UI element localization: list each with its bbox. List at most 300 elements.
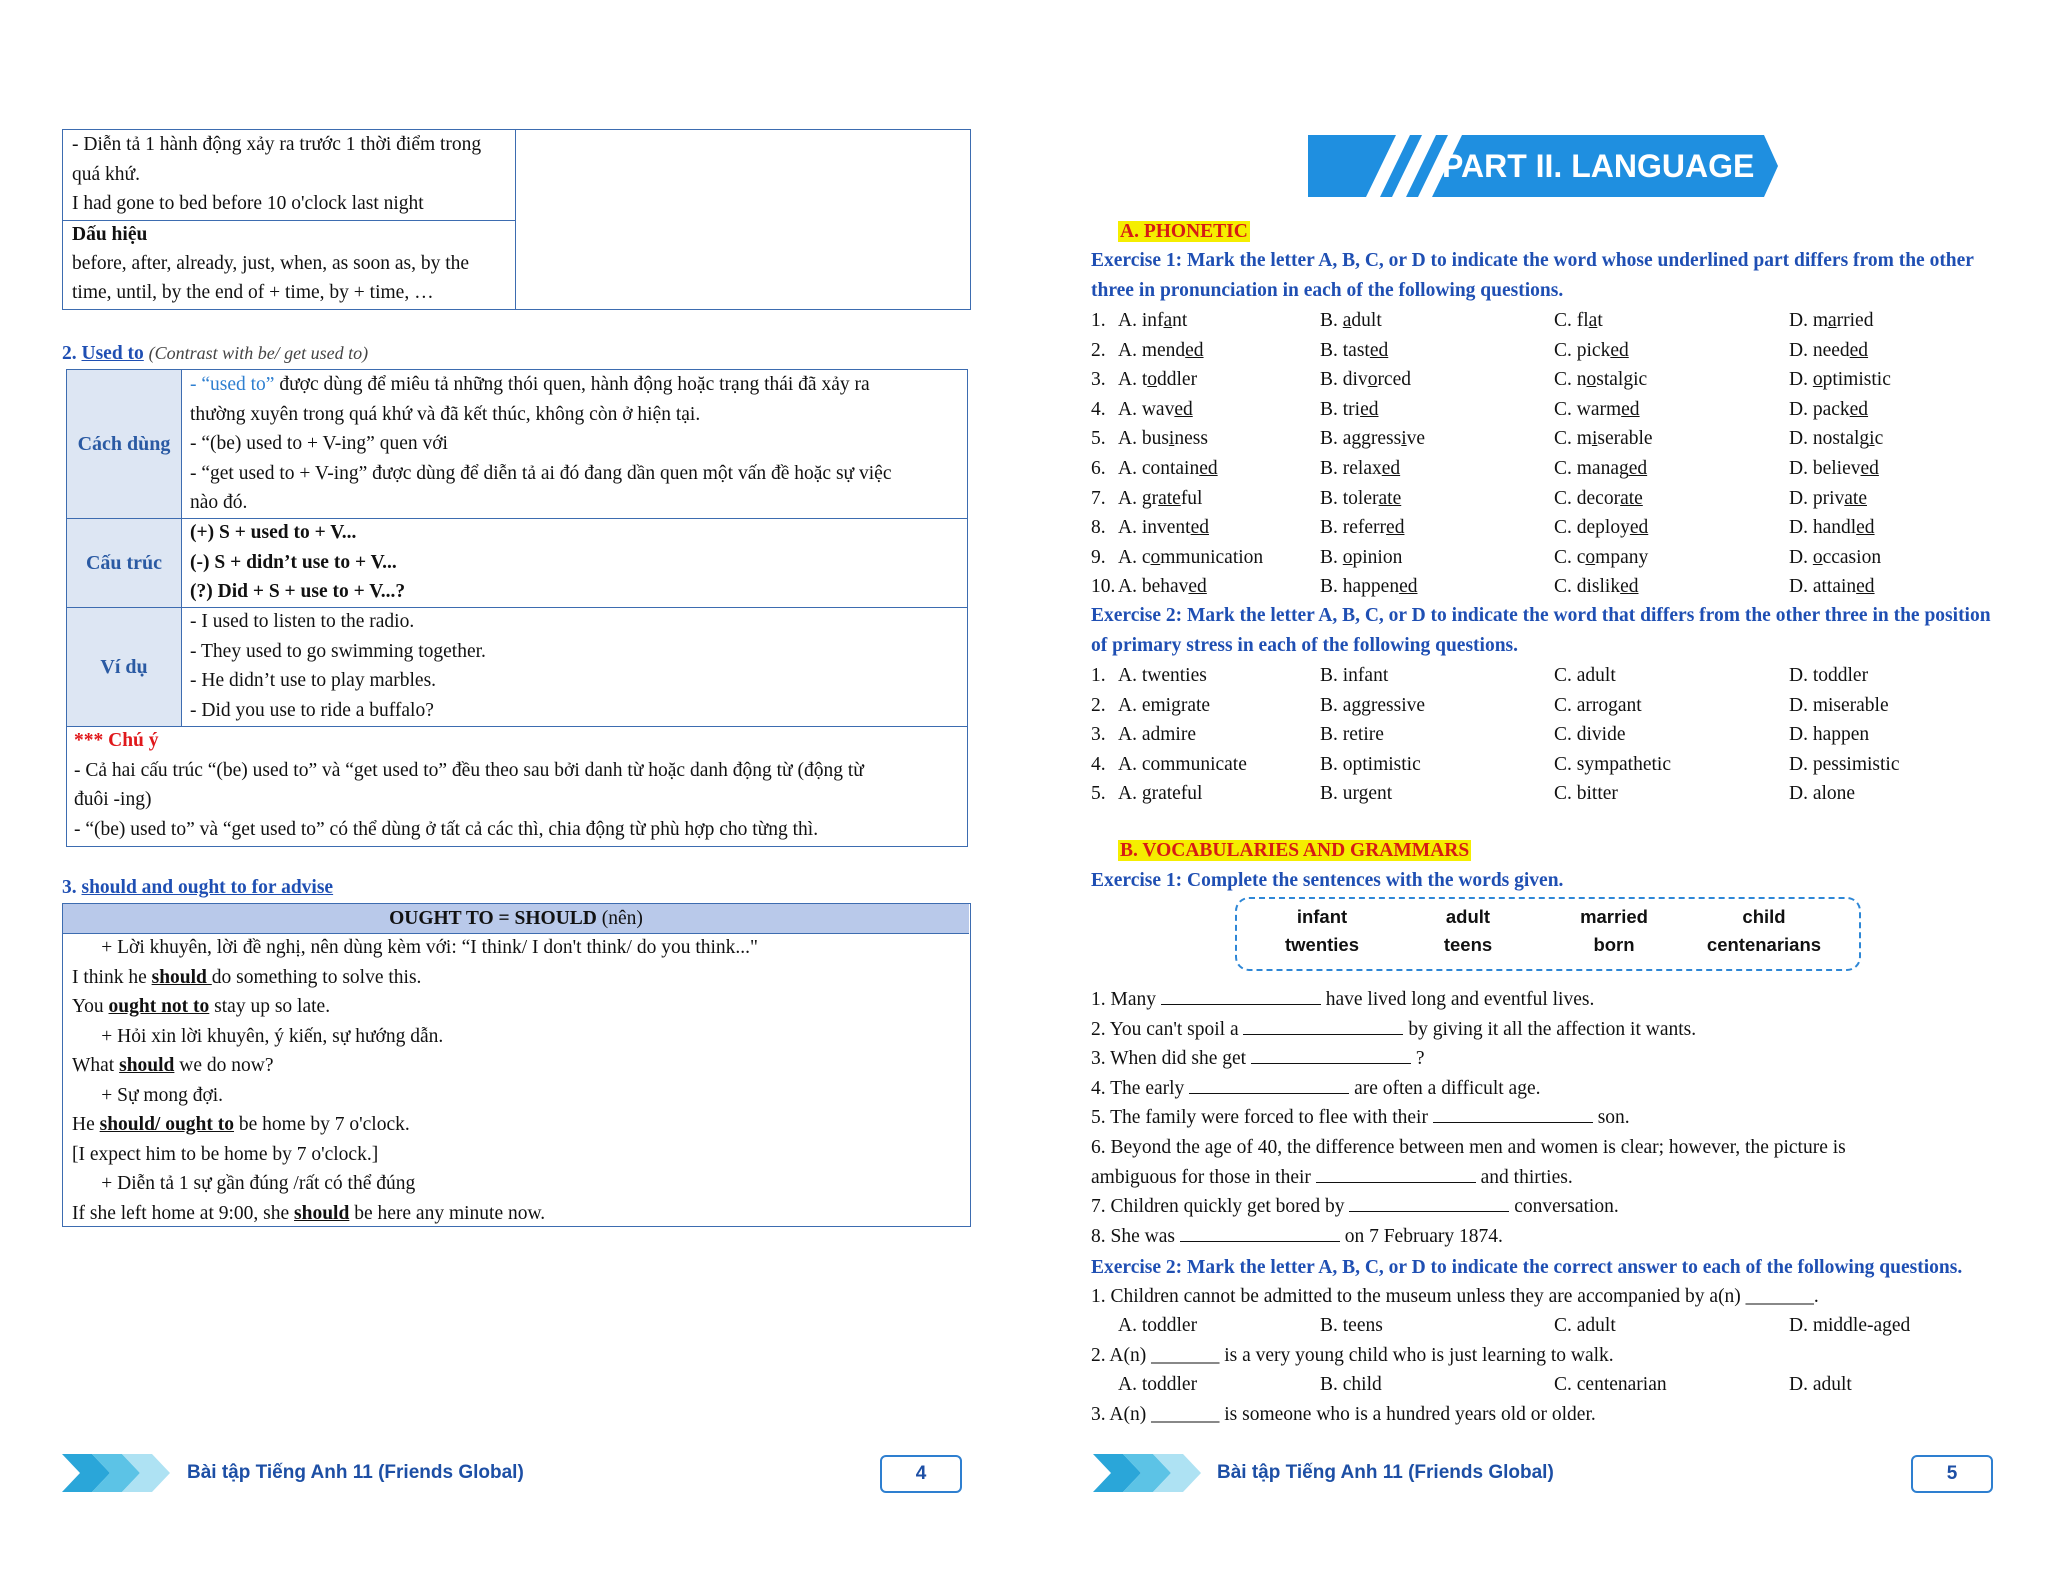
underlined-part: o [1586, 369, 1597, 391]
option-b [1320, 306, 1382, 335]
section-title: Used to [81, 343, 144, 364]
option-text: C. pick [1554, 339, 1611, 361]
question-number: 3. [1091, 369, 1106, 391]
sentence [1091, 1163, 1573, 1192]
underlined-part: ed [1369, 339, 1389, 361]
underlined-part: a [1588, 310, 1598, 331]
usage-line: - “(be) used to + V-ing” quen với [190, 433, 448, 454]
underlined-part: ed [1381, 458, 1401, 479]
usage-line [190, 370, 870, 399]
underlined-part: o [1585, 546, 1596, 568]
option-d [1789, 336, 1868, 365]
option-a [1118, 336, 1204, 365]
option-text: B. [1320, 310, 1343, 331]
option-text: A. wav [1118, 398, 1175, 420]
underlined-part: ed [1399, 576, 1418, 598]
option-text: B. tri [1320, 398, 1361, 420]
underlined-part: ed [1360, 398, 1379, 420]
option-b [1320, 365, 1411, 394]
option-text: B. [1320, 546, 1343, 568]
section-heading-used-to [62, 339, 368, 368]
question-number: 6. [1091, 458, 1106, 479]
sentence [1091, 1222, 1503, 1251]
example-line: - They used to go swimming together. [190, 641, 486, 662]
question-number: 8. [1091, 517, 1106, 539]
option-text: ccasion [1822, 546, 1882, 568]
line-text: be home by 7 o'clock. [234, 1114, 410, 1135]
underlined-part: ed [1860, 458, 1879, 479]
table-divider [66, 726, 968, 727]
word-box-word: child [1742, 906, 1786, 927]
option-d: D. pessimistic [1789, 753, 1900, 775]
usage-line: - Diễn tả 1 hành động xảy ra trước 1 thời điểm trong [72, 134, 482, 155]
sentence-text: ambiguous for those in their [1091, 1166, 1316, 1188]
option-text: D. [1789, 546, 1813, 568]
answer-option: D. middle-aged [1789, 1315, 1911, 1336]
underlined-part: ed [1628, 458, 1648, 479]
line-text: do something to solve this. [211, 966, 422, 988]
modal-verb: should [294, 1202, 350, 1224]
option-text: ptimistic [1822, 369, 1891, 391]
option-a [1118, 454, 1218, 483]
sentence-text: on 7 February 1874. [1339, 1225, 1503, 1247]
answer-option: C. centenarian [1554, 1374, 1667, 1395]
underlined-part: a [1342, 310, 1352, 331]
page-number: 5 [1911, 1455, 1993, 1493]
option-text: rced [1377, 369, 1411, 391]
modal-verb: should [119, 1055, 175, 1076]
note-title: *** Chú ý [74, 730, 159, 751]
answer-option: D. adult [1789, 1374, 1852, 1395]
vocab-heading [1118, 836, 1471, 865]
option-a [1118, 424, 1208, 453]
underlined-part: ed [1188, 576, 1207, 598]
vocab-title: B. VOCABULARIES AND GRAMMARS [1120, 840, 1470, 861]
sentence-text: 1. Many [1091, 989, 1161, 1010]
usage-line: - “get used to + V-ing” được dùng để diễn tả ai đó đang dần quen một vấn đề hoặc sự việc [190, 463, 892, 484]
question-number: 5. [1091, 783, 1106, 805]
section-number: 3. [62, 877, 77, 898]
sentence-text: 4. The early [1091, 1077, 1190, 1099]
underlined-part: ed [1849, 339, 1869, 361]
sentence-text: have lived long and eventful lives. [1320, 989, 1595, 1010]
answer-option: A. toddler [1118, 1374, 1198, 1395]
option-text: C. warm [1554, 398, 1622, 420]
option-c [1554, 306, 1603, 335]
option-a [1118, 395, 1193, 424]
answer-option: C. adult [1554, 1315, 1616, 1336]
option-text: A. t [1118, 369, 1148, 391]
line-text: be here any minute now. [349, 1202, 546, 1224]
option-text: ness [1174, 428, 1208, 450]
underlined-part: o [1342, 546, 1353, 568]
question-number: 2. [1091, 694, 1106, 716]
sentence-text: 6. Beyond the age of 40, the difference between men and women is clear; however, the picture is [1091, 1137, 1846, 1158]
underlined-part: o [1367, 369, 1378, 391]
line-text: stay up so late. [209, 996, 331, 1017]
usage-line: quá khứ. [72, 164, 140, 185]
section-number: 2. [62, 343, 77, 364]
option-text: B. toler [1320, 487, 1379, 509]
option-b [1320, 424, 1425, 453]
chevron-arrows-icon [1093, 1450, 1201, 1496]
example-label: Ví dụ [67, 608, 181, 726]
should-line [72, 1169, 415, 1198]
section-subtitle: (Contrast with be/ get used to) [148, 343, 369, 363]
option-d [1789, 543, 1881, 572]
modal-verb: should [151, 966, 212, 988]
option-d: D. happen [1789, 724, 1870, 746]
underlined-part: ate [1620, 487, 1643, 509]
line-text: + Hỏi xin lời khuyên, ý kiến, sự hướng dẫn. [72, 1025, 444, 1047]
option-d: D. miserable [1789, 694, 1889, 716]
line-text: + Lời khuyên, lời đề nghị, nên dùng kèm với: “I think/ I don't think/ do you think..." [72, 937, 759, 958]
option-c: C. bitter [1554, 783, 1618, 805]
question-number: 3. [1091, 724, 1106, 746]
question-number: 9. [1091, 546, 1106, 568]
modal-verb: ought not to [108, 996, 210, 1017]
word-box-word: adult [1445, 906, 1491, 927]
answer-blank [1161, 986, 1321, 1005]
option-text: D. attain [1789, 576, 1857, 598]
option-text: serable [1597, 428, 1653, 450]
option-text: A. gr [1118, 487, 1159, 509]
underlined-part: ate [1158, 487, 1181, 509]
sentence-text: are often a difficult age. [1349, 1077, 1541, 1099]
option-c [1554, 513, 1648, 542]
should-line [72, 1081, 223, 1110]
option-text: A. invent [1118, 517, 1191, 539]
sentence-text: 5. The family were forced to flee with their [1091, 1107, 1433, 1129]
exercise-title: Exercise 2: Mark the letter A, B, C, or D to indicate the correct answer to each of the following questions. [1091, 1257, 1963, 1278]
underlined-part: ed [1610, 339, 1629, 361]
underlined-part: ed [1629, 517, 1649, 539]
underlined-part: ed [1856, 517, 1875, 539]
sentence-text: 3. When did she get [1091, 1048, 1251, 1070]
option-text: A. inf [1118, 310, 1164, 331]
answer-option: B. teens [1320, 1315, 1383, 1336]
answer-blank [1433, 1104, 1593, 1123]
example-line: - Did you use to ride a buffalo? [190, 700, 434, 721]
option-c: C. divide [1554, 724, 1626, 746]
question-text: 3. A(n) _______ is someone who is a hundred years old or older. [1091, 1404, 1596, 1425]
question-number: 10. [1091, 576, 1116, 598]
question-number: 1. [1091, 665, 1106, 686]
option-b [1320, 484, 1401, 513]
should-line [72, 1140, 378, 1169]
section-heading-should [62, 873, 333, 902]
underlined-part: i [1168, 428, 1175, 450]
option-c [1554, 365, 1647, 394]
question-number: 5. [1091, 428, 1106, 450]
usage-line: thường xuyên trong quá khứ và đã kết thúc, không còn ở hiện tại. [190, 404, 701, 425]
option-b [1320, 336, 1388, 365]
signal-line: time, until, by the end of + time, by + time, … [72, 282, 434, 303]
option-c [1554, 484, 1643, 513]
option-text: C. dislik [1554, 576, 1621, 598]
sentence [1091, 1133, 1846, 1162]
banner-title: PART II. LANGUAGE [1442, 148, 1755, 184]
should-line [72, 1022, 443, 1051]
underlined-part: i [1401, 428, 1407, 450]
section-title: should and ought to for advise [81, 877, 334, 898]
option-d [1789, 484, 1867, 513]
option-d: D. alone [1789, 783, 1856, 805]
sentence-text: by giving it all the affection it wants. [1403, 1018, 1697, 1040]
usage-line: nào đó. [190, 492, 248, 513]
sentence [1091, 1015, 1696, 1044]
option-c [1554, 395, 1640, 424]
option-d [1789, 306, 1873, 335]
underlined-part: o [1812, 369, 1823, 391]
answer-option: B. child [1320, 1374, 1382, 1395]
option-c [1554, 424, 1653, 453]
line-text: You [72, 996, 109, 1017]
line-text: we do now? [174, 1055, 274, 1076]
option-d [1789, 572, 1875, 601]
option-text: mpany [1595, 546, 1649, 568]
question-number: 1. [1091, 310, 1106, 331]
modal-verb: should/ ought to [99, 1114, 235, 1135]
sentence-text: 7. Children quickly get bored by [1091, 1196, 1350, 1218]
should-line [72, 933, 758, 962]
exercise-title: Exercise 2: Mark the letter A, B, C, or D to indicate the word that differs from the other three in the position [1091, 605, 1991, 626]
option-text: A. c [1118, 546, 1151, 568]
structure-label: Cấu trúc [67, 519, 181, 607]
option-text: A. behav [1118, 576, 1189, 598]
structure-line: (-) S + didn’t use to + V... [190, 552, 397, 573]
option-text: pinion [1352, 546, 1403, 568]
answer-blank [1243, 1016, 1403, 1035]
option-text: t [1597, 310, 1603, 331]
option-c [1554, 454, 1647, 483]
option-text: C. manag [1554, 458, 1629, 479]
option-b: B. urgent [1320, 783, 1393, 805]
line-text: + Diễn tả 1 sự gần đúng /rất có thể đúng [72, 1173, 416, 1194]
table-divider [181, 369, 182, 727]
used-to-quote: - “used to” [190, 374, 275, 395]
sentence [1091, 1074, 1540, 1103]
phonetic-title: A. PHONETIC [1120, 221, 1248, 242]
should-line [72, 1051, 274, 1080]
line-text: If she left home at 9:00, she [72, 1202, 295, 1224]
word-box-word: married [1580, 906, 1648, 927]
option-a [1118, 484, 1202, 513]
option-b: B. optimistic [1320, 753, 1421, 775]
exercise-title: three in pronunciation in each of the following questions. [1091, 280, 1564, 301]
should-line [72, 1110, 410, 1139]
option-d [1789, 395, 1868, 424]
option-text: D. [1789, 369, 1813, 391]
underlined-part: ed [1190, 517, 1209, 539]
sentence-text: son. [1592, 1107, 1630, 1129]
option-text: c [1874, 428, 1884, 450]
question-number: 4. [1091, 753, 1106, 775]
option-text: B. referr [1320, 517, 1387, 539]
option-text: mmunication [1160, 546, 1264, 568]
option-b: B. aggressive [1320, 694, 1426, 716]
underlined-part: ed [1185, 339, 1204, 361]
underlined-part: a [1828, 310, 1837, 331]
option-text: C. deploy [1554, 517, 1630, 539]
sentence [1091, 1192, 1619, 1221]
option-d [1789, 424, 1883, 453]
option-b: B. infant [1320, 665, 1389, 686]
word-box-word: born [1593, 934, 1635, 955]
underlined-part: a [1163, 310, 1173, 331]
option-c [1554, 336, 1629, 365]
option-text: rried [1836, 310, 1874, 331]
note-line: - Cả hai cấu trúc “(be) used to” và “get used to” đều theo sau bởi danh từ hoặc danh động từ (động từ [74, 760, 864, 781]
underlined-part: ed [1621, 398, 1640, 420]
signal-line: before, after, already, just, when, as soon as, by the [72, 253, 470, 274]
option-text: nt [1172, 310, 1188, 331]
sentence [1091, 985, 1594, 1014]
option-c: C. adult [1554, 665, 1616, 686]
chevron-arrows-icon [62, 1450, 170, 1496]
option-text: D. priv [1789, 487, 1845, 509]
should-header-title: OUGHT TO = SHOULD [389, 908, 597, 929]
note-line: - “(be) used to” và “get used to” có thể dùng ở tất cả các thì, chia động từ phù hợp cho từng thì. [74, 819, 819, 840]
line-text: I think he [72, 966, 152, 988]
example-line: - I used to listen to the radio. [190, 611, 415, 632]
option-text: C. fl [1554, 310, 1589, 331]
answer-blank [1189, 1075, 1349, 1094]
should-line [72, 1199, 545, 1228]
underlined-part: o [1150, 546, 1161, 568]
signal-title: Dấu hiệu [72, 224, 148, 245]
option-a: A. twenties [1118, 665, 1207, 686]
option-text: B. aggress [1320, 428, 1402, 450]
option-text: C. n [1554, 369, 1587, 391]
option-b [1320, 543, 1402, 572]
option-text: D. pack [1789, 398, 1850, 420]
underlined-part: ed [1856, 576, 1875, 598]
underlined-part: i [1869, 428, 1875, 450]
underlined-part: ed [1199, 458, 1218, 479]
option-d [1789, 513, 1875, 542]
usage-text: được dùng để miêu tả những thói quen, hành động hoặc trạng thái đã xảy ra [274, 374, 870, 395]
exercise-title: Exercise 1: Mark the letter A, B, C, or D to indicate the word whose underlined part differs from the other [1091, 250, 1974, 271]
line-text: What [72, 1055, 120, 1076]
option-text: C. decor [1554, 487, 1621, 509]
option-text: A. bus [1118, 428, 1169, 450]
structure-line: (+) S + used to + V... [190, 522, 357, 543]
line-text: [I expect him to be home by 7 o'clock.] [72, 1143, 379, 1165]
underlined-part: o [1812, 546, 1823, 568]
word-box-word: infant [1296, 906, 1348, 927]
sentence-text: and thirties. [1475, 1166, 1573, 1188]
option-a: A. admire [1118, 724, 1196, 746]
question-number: 2. [1091, 339, 1106, 361]
option-text: A. contain [1118, 458, 1200, 479]
option-a [1118, 365, 1197, 394]
answer-blank [1180, 1223, 1340, 1242]
question-text: 1. Children cannot be admitted to the museum unless they are accompanied by a(n) _______. [1091, 1286, 1819, 1307]
option-text: C. m [1554, 428, 1592, 450]
option-a: A. communicate [1118, 753, 1247, 775]
sentence-text: conversation. [1509, 1196, 1619, 1218]
option-b [1320, 454, 1400, 483]
word-box-word: centenarians [1706, 934, 1822, 955]
option-b [1320, 395, 1379, 424]
option-d [1789, 454, 1879, 483]
question-number: 7. [1091, 487, 1106, 509]
option-a: A. emigrate [1118, 694, 1211, 716]
option-d [1789, 365, 1891, 394]
option-a [1118, 306, 1187, 335]
exercise-title: Exercise 1: Complete the sentences with the words given. [1091, 870, 1564, 891]
usage-label: Cách dùng [67, 370, 181, 518]
underlined-part: ed [1174, 398, 1193, 420]
underlined-part: ate [1378, 487, 1402, 509]
option-text: D. handl [1789, 517, 1857, 539]
phonetic-heading [1118, 217, 1250, 246]
sentence-text: 8. She was [1091, 1225, 1180, 1247]
structure-line: (?) Did + S + use to + V...? [190, 581, 406, 602]
option-text: D. nostalg [1789, 428, 1870, 450]
answer-blank [1316, 1164, 1476, 1183]
option-d: D. toddler [1789, 665, 1869, 686]
underlined-part: ed [1386, 517, 1405, 539]
footer-title: Bài tập Tiếng Anh 11 (Friends Global) [1217, 1462, 1554, 1483]
option-c: C. arrogant [1554, 694, 1642, 716]
line-text: He [72, 1114, 100, 1135]
option-c [1554, 543, 1648, 572]
option-a [1118, 513, 1209, 542]
underlined-part: ate [1844, 487, 1867, 509]
option-b [1320, 513, 1404, 542]
option-text: D. need [1789, 339, 1850, 361]
underlined-part: o [1147, 369, 1157, 391]
option-text: ddler [1157, 369, 1198, 391]
sentence [1091, 1044, 1424, 1073]
option-a [1118, 543, 1263, 572]
option-text: D. believ [1789, 458, 1861, 479]
option-b: B. retire [1320, 724, 1384, 746]
option-text: C. c [1554, 546, 1586, 568]
option-b [1320, 572, 1417, 601]
should-line [72, 992, 330, 1021]
answer-blank [1349, 1193, 1509, 1212]
should-header-suffix: (nên) [596, 908, 643, 929]
page-number: 4 [880, 1455, 962, 1493]
answer-blank [1251, 1045, 1411, 1064]
underlined-part: ed [1849, 398, 1869, 420]
underlined-part: ed [1620, 576, 1639, 598]
option-c [1554, 572, 1639, 601]
option-text: stalgic [1596, 369, 1648, 391]
option-c: C. sympathetic [1554, 753, 1671, 775]
exercise-title: of primary stress in each of the following questions. [1091, 635, 1519, 656]
option-text: D. m [1789, 310, 1828, 331]
option-text: B. happen [1320, 576, 1400, 598]
option-text: dult [1351, 310, 1382, 331]
underlined-part: i [1591, 428, 1598, 450]
option-text: B. relax [1320, 458, 1382, 479]
option-a: A. grateful [1118, 783, 1203, 805]
question-text: 2. A(n) _______ is a very young child who is just learning to walk. [1091, 1345, 1614, 1366]
option-text: B. tast [1320, 339, 1370, 361]
option-text: B. div [1320, 369, 1368, 391]
option-text: A. mend [1118, 339, 1186, 361]
option-text: ful [1180, 487, 1203, 509]
word-box-word: twenties [1284, 934, 1360, 955]
option-text: ve [1406, 428, 1426, 450]
footer-title: Bài tập Tiếng Anh 11 (Friends Global) [187, 1462, 524, 1483]
line-text: + Sự mong đợi. [72, 1084, 224, 1106]
example-line: - He didn’t use to play marbles. [190, 670, 437, 691]
